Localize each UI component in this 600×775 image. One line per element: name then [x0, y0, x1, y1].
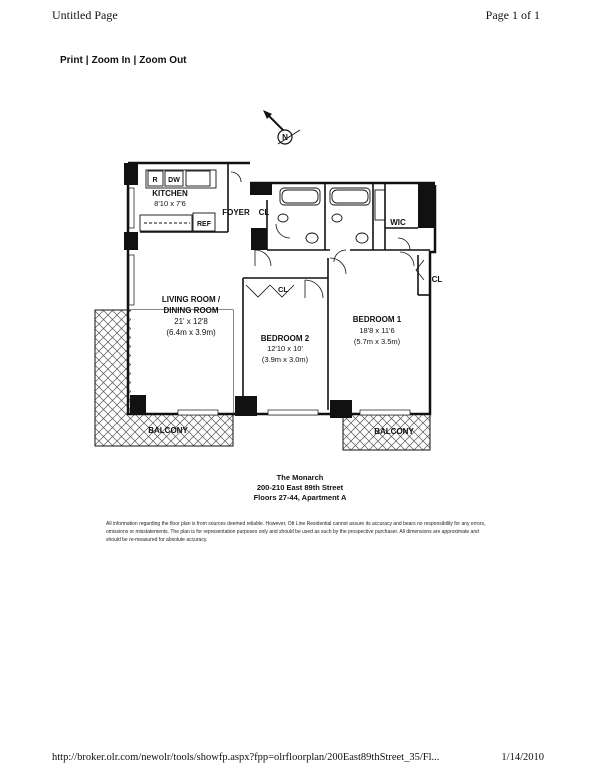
- zoom-out-link[interactable]: Zoom Out: [139, 55, 187, 66]
- zoom-in-link[interactable]: Zoom In: [91, 55, 131, 66]
- compass-label: N: [282, 133, 288, 142]
- building-name: The Monarch: [276, 473, 324, 482]
- bedroom-1-label: BEDROOM 1: [352, 315, 402, 324]
- building-address: 200-210 East 89th Street: [256, 483, 344, 492]
- toolbar-separator: |: [133, 55, 137, 66]
- building-caption: [0, 473, 600, 503]
- page-number: Page 1 of 1: [485, 8, 540, 22]
- bedroom-2-metric: (3.9m x 3.0m): [261, 355, 309, 364]
- fridge-label: R: [152, 177, 158, 184]
- foyer-label: FOYER: [222, 208, 250, 217]
- balcony-left-label: BALCONY: [148, 426, 188, 435]
- wic-label: WIC: [390, 218, 406, 227]
- kitchen-label: KITCHEN: [152, 189, 188, 198]
- living-room-label: LIVING ROOM /: [161, 295, 221, 304]
- print-link[interactable]: Print: [60, 55, 83, 66]
- closet-label: CL: [258, 208, 270, 217]
- closet-label: CL: [431, 275, 443, 284]
- footer-url: http://broker.olr.com/newolr/tools/showfp.aspx?fpp=olrfloorplan/200East89thStreet_35/Fl...: [52, 752, 440, 763]
- bedroom-2-dims: 12'10 x 10': [267, 344, 303, 353]
- compass-icon: [263, 110, 300, 144]
- dishwasher-label: DW: [168, 177, 180, 184]
- kitchen-dims: 8'10 x 7'6: [154, 199, 186, 208]
- balcony-right-label: BALCONY: [374, 427, 414, 436]
- living-room-metric: (6.4m x 3.9m): [166, 328, 216, 337]
- living-room-dims: 21' x 12'8: [174, 317, 208, 326]
- dining-room-label: DINING ROOM: [163, 306, 219, 315]
- ref-label: REF: [197, 221, 211, 228]
- bedroom-1-metric: (5.7m x 3.5m): [353, 337, 401, 346]
- closet-label: CL: [278, 285, 288, 294]
- page-title: Untitled Page: [52, 8, 118, 22]
- bedroom-1-dims: 18'8 x 11'6: [359, 326, 395, 335]
- toolbar-separator: |: [85, 55, 89, 66]
- building-unit: Floors 27-44, Apartment A: [253, 493, 347, 502]
- footer-date: 1/14/2010: [501, 752, 544, 763]
- disclaimer-text: All information regarding the floor plan is from sources deemed reliable. However, Ott Line Residential cannot assure its accuracy and bears no responsibility for any errors, omissions or misstatements. The plan is for representation purposes only and should be used as such by the prospective purchaser. All dimensions are approximate and should be re-measured for absolute accuracy.: [106, 521, 486, 543]
- bathroom-fixtures: [278, 188, 385, 243]
- bedroom-2-label: BEDROOM 2: [260, 334, 310, 343]
